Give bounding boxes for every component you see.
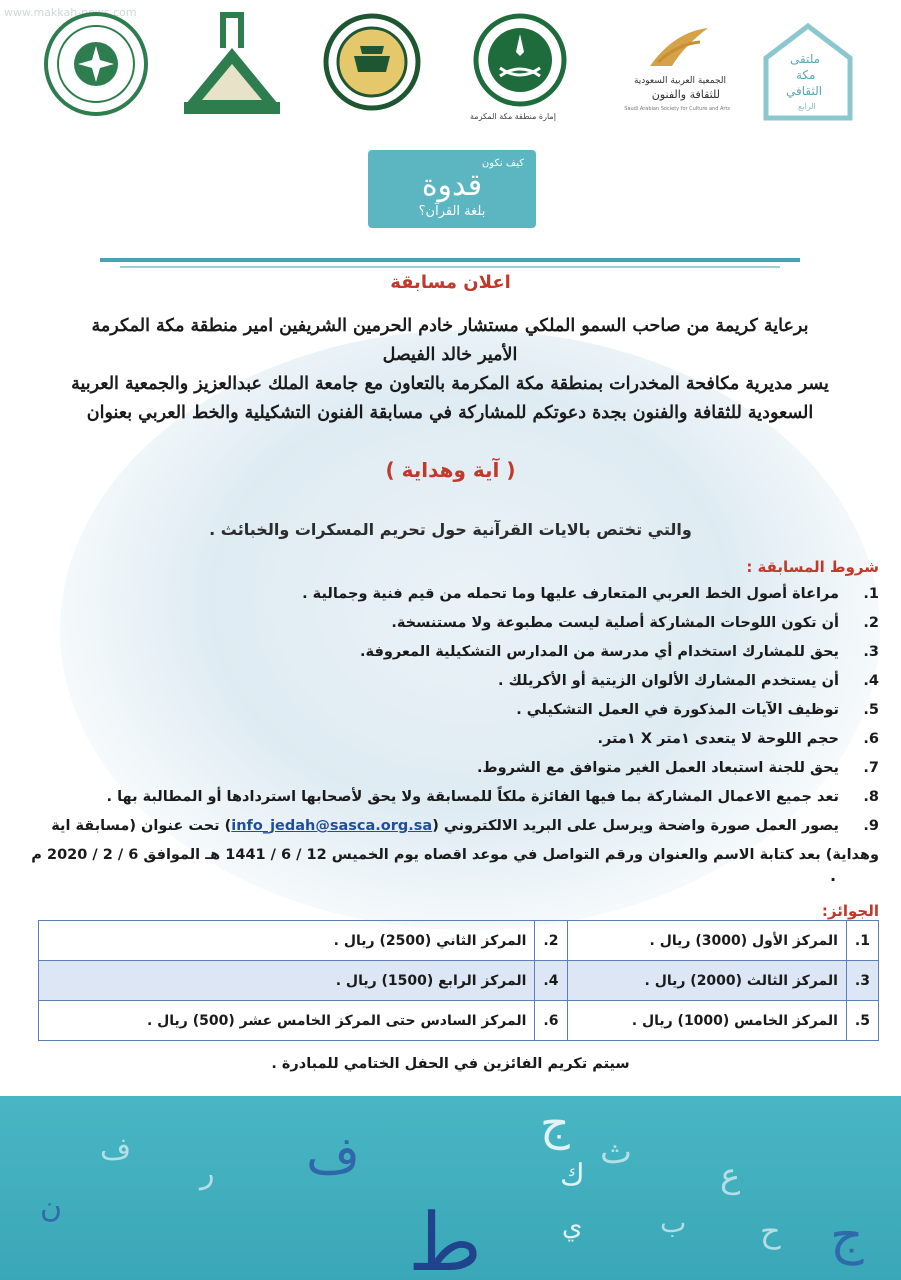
footer-letter: ن: [40, 1190, 63, 1225]
banner-sub-text: بلغة القرآن؟: [418, 204, 486, 219]
list-item: 4. أن يستخدم المشارك الألوان الزيتية أو الأكريلك .: [498, 673, 879, 689]
kau-logo: [180, 8, 284, 122]
footer-letter: ف: [306, 1126, 360, 1186]
table-row: [39, 1001, 879, 1041]
sasca-emblem-icon: [644, 22, 714, 72]
prize-number: 5.: [846, 1001, 878, 1041]
prize-text: المركز السادس حتى المركز الخامس عشر (500) ريال .: [39, 1001, 535, 1041]
email-link[interactable]: info_jedah@sasca.org.sa: [231, 818, 433, 834]
list-item: 1. مراعاة أصول الخط العربي المتعارف عليها وما تحمله من قيم فنية وجمالية .: [302, 586, 879, 602]
sasca-caption-2: للثقافة والفنون: [651, 88, 720, 101]
closing-note: سيتم تكريم الفائزين في الحفل الختامي للمبادرة .: [271, 1056, 630, 1072]
list-item: 7. يحق للجنة استبعاد العمل الغير متوافق مع الشروط.: [477, 760, 879, 776]
footer-letter: ك: [560, 1158, 585, 1193]
intro-line-3: يسر مديرية مكافحة المخدرات بمنطقة مكة المكرمة بالتعاون مع جامعة الملك عبدالعزيز والجمعية العربية: [71, 374, 829, 394]
divider-line: [100, 258, 800, 262]
list-item: 6. حجم اللوحة لا يتعدى ١متر X ١متر.: [597, 731, 879, 747]
footer-letter: ع: [720, 1156, 741, 1196]
intro-line-1: برعاية كريمة من صاحب السمو الملكي مستشار خادم الحرمين الشريفين امير منطقة مكة المكرمة: [91, 316, 809, 336]
intro-line-4: السعودية للثقافة والفنون بجدة دعوتكم للمشاركة في مسابقة الفنون التشكيلية والخط العربي بعنوان: [86, 403, 814, 423]
footer-letter: ر: [200, 1156, 215, 1191]
multaqa-caption-2: مكة: [796, 68, 816, 82]
list-item: 5. توظيف الآيات المذكورة في العمل التشكيلي .: [516, 702, 879, 718]
prize-text: المركز الثاني (2500) ريال .: [39, 921, 535, 961]
seal-icon: [42, 10, 150, 118]
multaqa-caption-3: الثقافي: [786, 84, 823, 98]
footer-letter: ب: [660, 1206, 687, 1239]
competition-about: والتي تختص بالايات القرآنية حول تحريم المسكرات والخبائث .: [209, 520, 692, 539]
prizes-table: [38, 920, 879, 1041]
table-row: [39, 921, 879, 961]
page-title: اعلان مسابقة: [390, 272, 511, 293]
prize-number: 2.: [535, 921, 567, 961]
makkah-emirate-caption: إمارة منطقة مكة المكرمة: [470, 112, 556, 121]
condition-9-line-2: وهداية) بعد كتابة الاسم والعنوان ورقم التواصل في موعد اقصاه يوم الخميس 12 / 6 / 1441 هـ الموافق 6 / 2 / 2020 م: [31, 847, 879, 863]
multaqa-caption-4: الرابع: [798, 102, 816, 111]
university-icon: [180, 8, 284, 118]
sasca-logo: [624, 22, 734, 132]
condition-9-post: ) تحت عنوان (مسابقة اية: [51, 818, 232, 834]
campaign-banner: [368, 150, 536, 228]
footer-letter: ج: [540, 1096, 570, 1150]
condition-9-pre: يصور العمل صورة واضحة ويرسل على البريد الالكتروني (: [432, 818, 839, 834]
list-item: 3. يحق للمشارك استخدام أي مدرسة من المدارس التشكيلية المعروفة.: [360, 644, 879, 660]
footer-letter: ط: [408, 1196, 482, 1280]
footer-letter: ي: [562, 1212, 583, 1242]
list-item: 9. يصور العمل صورة واضحة ويرسل على البريد الالكتروني (info_jedah@sasca.org.sa) تحت عنوان (مسابقة اية وهداية) بعد كتابة الاسم والعنوان ورقم التواصل في موعد اقصاه يوم الخميس 12 / 6 / 1441 هـ الموافق 6 / 2 / 2020 م: [31, 818, 879, 863]
prize-text: المركز الرابع (1500) ريال .: [39, 961, 535, 1001]
footer-letter: ث: [600, 1132, 633, 1172]
conditions-heading: شروط المسابقة :: [746, 558, 879, 576]
watermark: www.makkah-news.com: [4, 6, 137, 19]
prize-number: 4.: [535, 961, 567, 1001]
multaqa-logo: [760, 22, 860, 122]
sasca-caption-en: Saudi Arabian Society for Culture and Arts: [624, 106, 730, 112]
divider-line-thin: [120, 266, 780, 268]
prize-text: المركز الثالث (2000) ريال .: [567, 961, 846, 1001]
list-item: 8. تعد جميع الاعمال المشاركة بما فيها الفائزة ملكاً للمسابقة ولا يحق لأصحابها استردادها أو المطالبة بها .: [106, 789, 879, 805]
footer-letter: ج: [830, 1206, 864, 1266]
logos-row: [30, 8, 870, 128]
seal-logo: [42, 10, 150, 122]
list-item: 2. أن تكون اللوحات المشاركة أصلية ليست مطبوعة ولا مستنسخة.: [391, 615, 879, 631]
intro-line-2: الأمير خالد الفيصل: [382, 345, 518, 365]
shield-icon: [320, 10, 424, 114]
table-row: [39, 961, 879, 1001]
makkah-emirate-logo: [470, 12, 570, 121]
intro-paragraph: [40, 312, 860, 428]
footer-letter: ف: [100, 1132, 132, 1167]
footer-letter: ح: [760, 1212, 781, 1250]
police-logo: [320, 10, 424, 118]
banner-small-text: كيف نكون: [481, 158, 524, 169]
banner-main-text: قدوة: [421, 168, 483, 203]
sasca-caption-1: الجمعية العربية السعودية: [633, 76, 726, 86]
prize-number: 6.: [535, 1001, 567, 1041]
prize-text: المركز الخامس (1000) ريال .: [567, 1001, 846, 1041]
prize-text: المركز الأول (3000) ريال .: [567, 921, 846, 961]
trailing-dot: .: [830, 866, 837, 885]
competition-name: ( آية وهداية ): [385, 458, 516, 482]
footer-decoration: [0, 1096, 901, 1280]
prizes-heading: الجوائز:: [821, 902, 879, 920]
multaqa-caption-1: ملتقى: [790, 52, 821, 66]
palm-swords-icon: [470, 12, 570, 108]
prize-number: 3.: [846, 961, 878, 1001]
conditions-list: [19, 586, 879, 876]
prize-number: 1.: [846, 921, 878, 961]
